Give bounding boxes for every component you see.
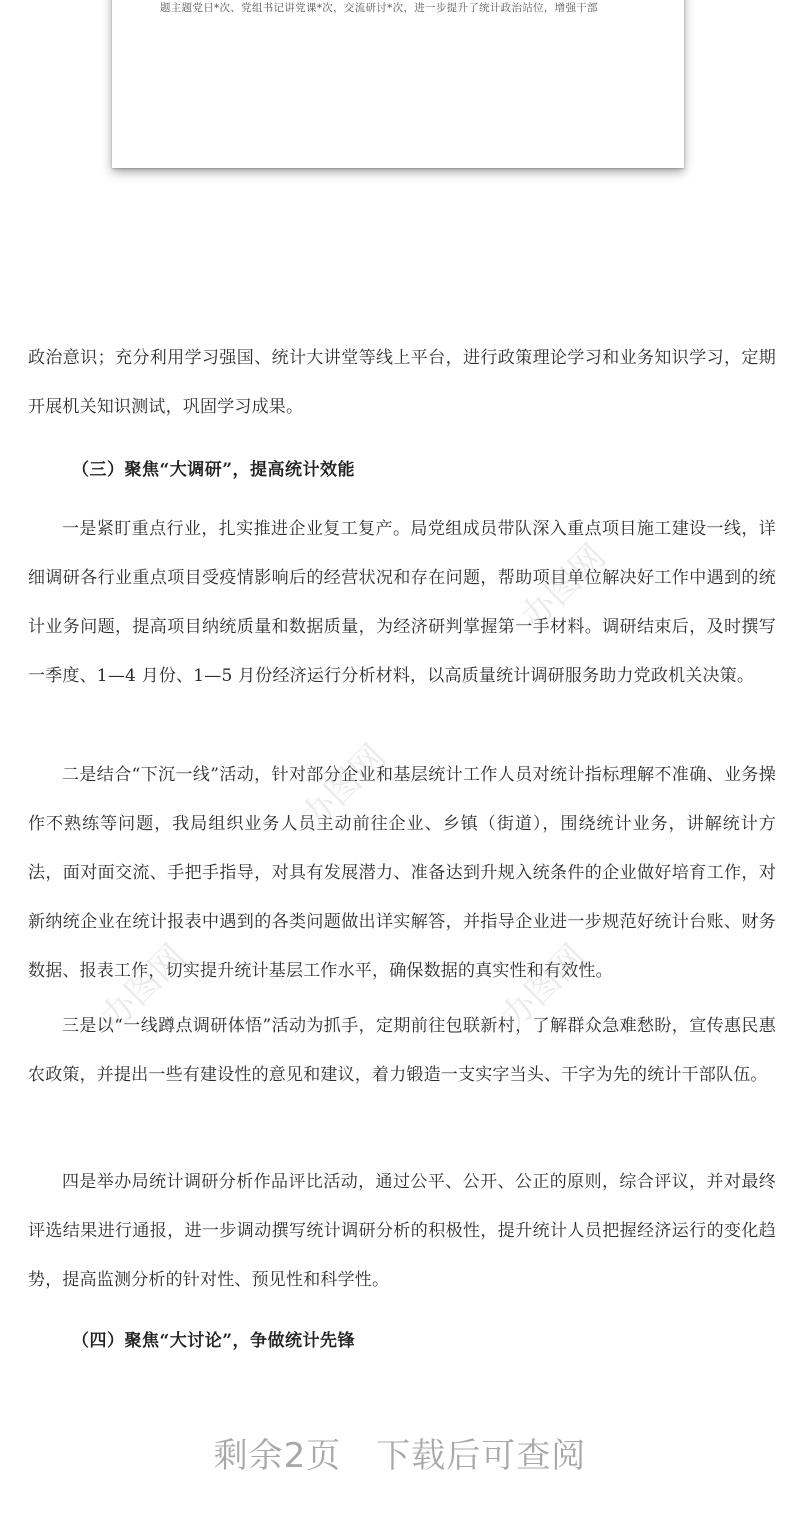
previous-page-preview — [112, 0, 684, 168]
section-heading-4: （四）聚焦“大讨论”，争做统计先锋 — [72, 1331, 356, 1351]
paragraph-point-4: 四是举办局统计调研分析作品评比活动，通过公平、公开、公正的原则，综合评议，并对最终评选结果进行通报，进一步调动撰写统计调研分析的积极性，提升统计人员把握经济运行的变化趋势，提高监测分析的针对性、预见性和科学性。 — [28, 1172, 776, 1290]
previous-page-snippet: 题主题党日*次、党组书记讲党课*次，交流研讨*次，进一步提升了统计政治站位，增强干部 — [160, 2, 598, 14]
watermark: 办图网 — [493, 936, 594, 1038]
section-heading-3: （三）聚焦“大调研”，提高统计效能 — [72, 460, 356, 480]
remaining-pages-notice[interactable] — [0, 1428, 800, 1484]
watermark: 办图网 — [93, 936, 194, 1038]
paragraph-point-1: 一是紧盯重点行业，扎实推进企业复工复产。局党组成员带队深入重点项目施工建设一线，详细调研各行业重点项目受疫情影响后的经营状况和存在问题，帮助项目单位解决好工作中遇到的统计业务问题，提高项目纳统质量和数据质量，为经济研判掌握第一手材料。调研结束后，及时撰写一季度、1—4 月份、1—5 月份经济运行分析材料，以高质量统计调研服务助力党政机关决策。 — [28, 519, 776, 686]
paragraph-political-awareness: 政治意识；充分利用学习强国、统计大讲堂等线上平台，进行政策理论学习和业务知识学习，定期开展机关知识测试，巩固学习成果。 — [28, 348, 776, 417]
watermark: 办图网 — [513, 536, 614, 638]
paragraph-point-3: 三是以“一线蹲点调研体悟”活动为抓手，定期前往包联新村，了解群众急难愁盼，宣传惠民惠农政策，并提出一些有建设性的意见和建议，着力锻造一支实字当头、干字为先的统计干部队伍。 — [28, 1016, 776, 1085]
paragraph-point-2: 二是结合“下沉一线”活动，针对部分企业和基层统计工作人员对统计指标理解不准确、业务操作不熟练等问题，我局组织业务人员主动前往企业、乡镇（街道），围绕统计业务，讲解统计方法，面对面交流、手把手指导，对具有发展潜力、准备达到升规入统条件的企业做好培育工作，对新纳统企业在统计报表中遇到的各类问题做出详实解答，并指导企业进一步规范好统计台账、财务数据、报表工作，切实提升统计基层工作水平，确保数据的真实性和有效性。 — [28, 765, 776, 981]
remaining-pages-text: 剩余2页 下载后可查阅 — [213, 1436, 587, 1476]
watermark: 办图网 — [293, 736, 394, 838]
